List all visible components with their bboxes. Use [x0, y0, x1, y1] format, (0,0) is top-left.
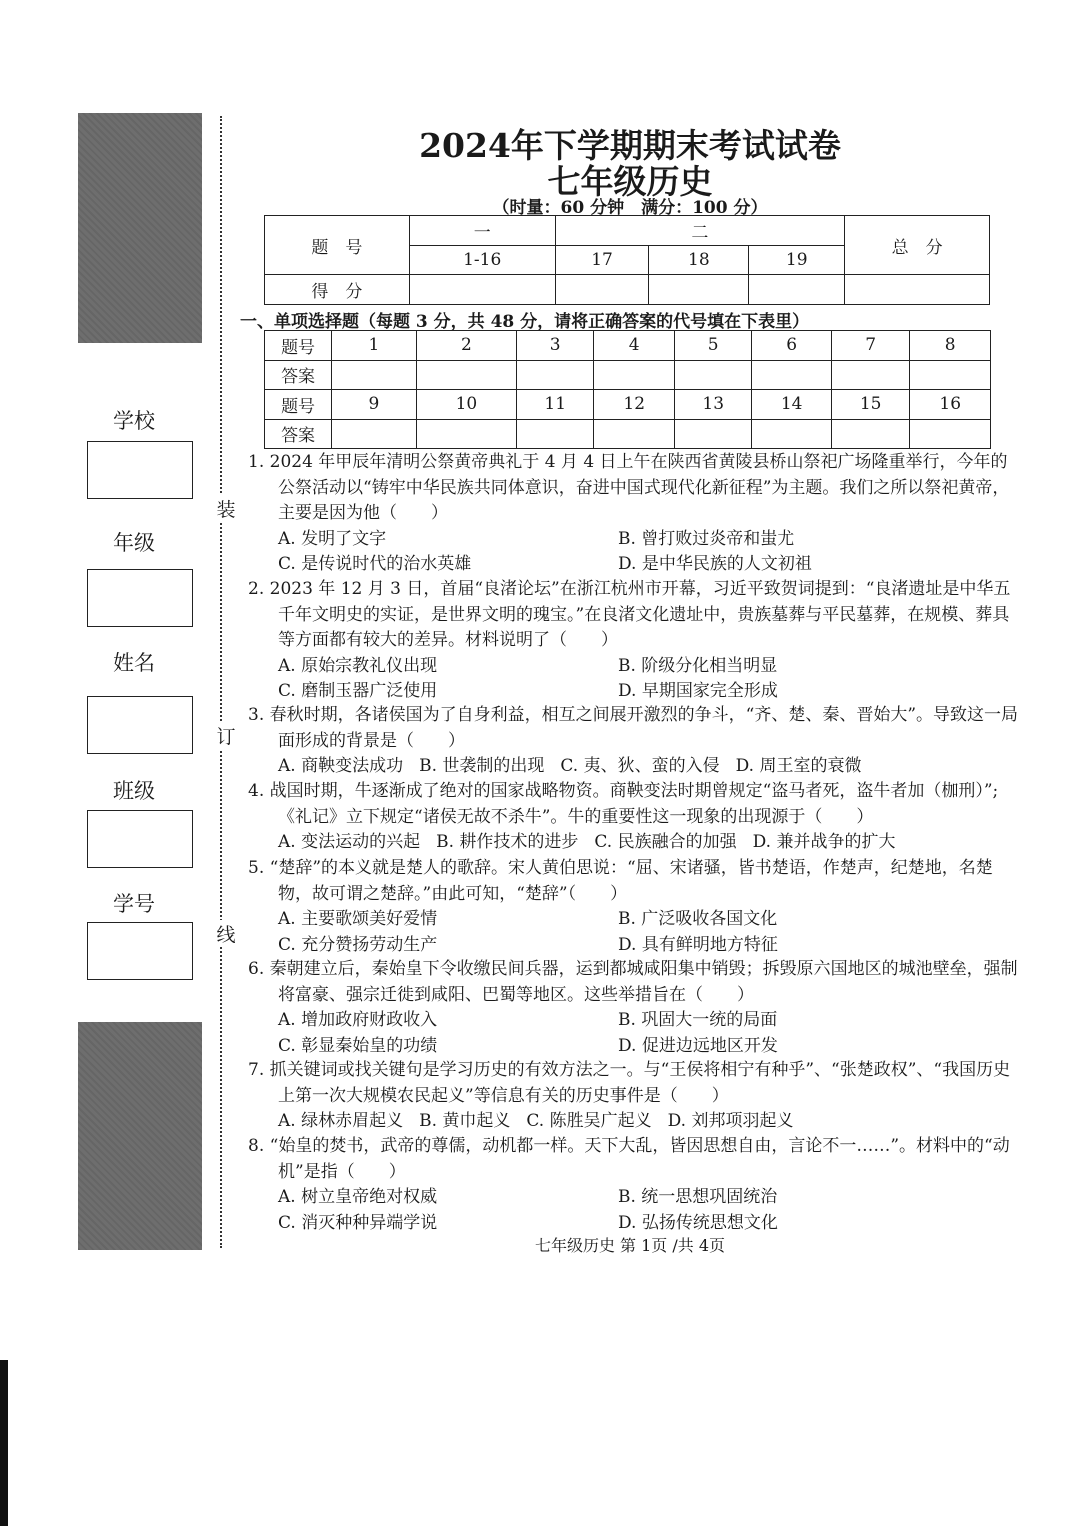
question-stem: 4. 战国时期，牛逐渐成了绝对的国家战略物资。商鞅变法时期曾规定“盗马者死，盗牛者加（枷刑）”;《礼记》立下规定“诸侯无故不杀牛”。牛的重要性这一现象的出现源于（ ） [248, 781, 999, 827]
question-3 [248, 703, 1018, 780]
option: D. 刘邦项羽起义 [667, 1111, 794, 1132]
option: A. 变法运动的兴起 [278, 832, 421, 853]
question-2 [248, 577, 1018, 705]
answer-cell[interactable] [910, 360, 991, 390]
answer-cell[interactable] [752, 419, 832, 449]
option: D. 周王室的衰微 [735, 756, 862, 777]
exam-meta: （时量：60 分钟 满分：100 分） [492, 198, 768, 218]
page-footer: 七年级历史 第 1页 /共 4页 [534, 1236, 726, 1255]
question-stem: 8. “始皇的焚书，武帝的尊儒，动机都一样。天下大乱，皆因思想自由，言论不一……”。材料中的“动机”是指（ ） [248, 1136, 1010, 1182]
answer-cell[interactable] [910, 419, 991, 449]
option: C. 陈胜吴广起义 [526, 1111, 652, 1132]
question-number: 8 [910, 331, 991, 361]
answer-cell[interactable] [332, 360, 417, 390]
exam-title: 2024年下学期期末考试试卷 [419, 126, 841, 165]
option: D. 具有鲜明地方特征 [618, 934, 778, 955]
score-table-num-label: 题 号 [265, 216, 410, 275]
question-stem: 7. 抓关键词或找关键句是学习历史的有效方法之一。与“王侯将相宁有种乎”、“张楚政权”、“我国历史上第一次大规模农民起义”等信息有关的历史事件是（ ） [248, 1060, 1011, 1106]
question-8 [248, 1134, 1018, 1236]
question-number: 4 [594, 331, 675, 361]
option: B. 阶级分化相当明显 [618, 655, 778, 676]
option: A. 绿林赤眉起义 [278, 1111, 404, 1132]
class-field[interactable] [87, 810, 193, 868]
option: D. 弘扬传统思想文化 [618, 1212, 778, 1233]
answer-cell[interactable] [416, 360, 516, 390]
question-stem: 5. “楚辞”的本义就是楚人的歌辞。宋人黄伯思说：“屈、宋诸骚，皆书楚语，作楚声，纪楚地，名楚物，故可谓之楚辞。”由此可知，“楚辞”（ ） [248, 858, 993, 904]
question-number: 12 [594, 390, 675, 420]
question-stem: 3. 春秋时期，各诸侯国为了自身利益，相互之间展开激烈的争斗，“齐、楚、秦、晋始大”。导致这一局面形成的背景是（ ） [248, 705, 1019, 751]
grade-label: 年级 [113, 531, 155, 555]
score-table-col: 17 [555, 246, 649, 275]
question-stem: 1. 2024 年甲辰年清明公祭黄帝典礼于 4 月 4 日上午在陕西省黄陵县桥山祭祀广场隆重举行，今年的公祭活动以“铸牢中华民族共同体意识，奋进中国式现代化新征程”为主题。我们之所以祭祀黄帝，主要是因为他（ ） [248, 452, 1010, 524]
option: B. 耕作技术的进步 [436, 832, 579, 853]
question-number: 16 [910, 390, 991, 420]
score-cell[interactable] [749, 275, 845, 305]
question-number: 11 [516, 390, 593, 420]
option: D. 促进边远地区开发 [618, 1035, 778, 1056]
option: C. 民族融合的加强 [594, 832, 737, 853]
question-number: 1 [332, 331, 417, 361]
grade-field[interactable] [87, 569, 193, 627]
score-table-total: 总 分 [845, 216, 990, 275]
option: C. 彰显秦始皇的功绩 [278, 1035, 438, 1056]
score-cell[interactable] [555, 275, 649, 305]
score-cell[interactable] [409, 275, 555, 305]
question-number: 9 [332, 390, 417, 420]
class-label: 班级 [113, 779, 155, 803]
answer-cell[interactable] [416, 419, 516, 449]
answer-cell[interactable] [594, 360, 675, 390]
option: D. 是中华民族的人文初祖 [618, 554, 812, 575]
question-stem: 6. 秦朝建立后，秦始皇下令收缴民间兵器，运到都城咸阳集中销毁；拆毁原六国地区的城池壁垒，强制将富豪、强宗迁徙到咸阳、巴蜀等地区。这些举措旨在（ ） [248, 959, 1018, 1005]
question-5 [248, 856, 1018, 958]
option: A. 增加政府财政收入 [278, 1010, 438, 1031]
question-number: 5 [674, 331, 751, 361]
option: A. 主要歌颂美好爱情 [278, 909, 438, 930]
answer-cell[interactable] [516, 419, 593, 449]
option: C. 是传说时代的治水英雄 [278, 554, 472, 575]
score-table-col: 19 [749, 246, 845, 275]
option: D. 兼并战争的扩大 [752, 832, 896, 853]
school-field[interactable] [87, 441, 193, 499]
question-number: 10 [416, 390, 516, 420]
score-table-section-two: 二 [555, 216, 845, 246]
option: C. 磨制玉器广泛使用 [278, 681, 438, 702]
binding-char-ding: 订 [213, 722, 239, 749]
binding-char-xian: 线 [213, 920, 239, 947]
option: A. 树立皇帝绝对权威 [278, 1187, 438, 1208]
section1-heading: 一、单项选择题（每题 3 分，共 48 分，请将正确答案的代号填在下表里） [240, 312, 810, 332]
option: B. 统一思想巩固统治 [618, 1187, 778, 1208]
question-number: 7 [831, 331, 909, 361]
score-table-col: 1-16 [409, 246, 555, 275]
question-number: 3 [516, 331, 593, 361]
score-table [264, 215, 990, 305]
binding-shade-bottom [78, 1022, 202, 1250]
answer-cell[interactable] [831, 419, 909, 449]
student-id-label: 学号 [113, 892, 155, 916]
score-table-score-label: 得 分 [265, 275, 410, 305]
question-1 [248, 450, 1018, 578]
question-6 [248, 957, 1018, 1059]
score-table-section-one: 一 [409, 216, 555, 246]
option: C. 夷、狄、蛮的入侵 [560, 756, 720, 777]
question-number: 14 [752, 390, 832, 420]
option: B. 广泛吸收各国文化 [618, 909, 778, 930]
option: C. 充分赞扬劳动生产 [278, 934, 438, 955]
question-number: 15 [831, 390, 909, 420]
question-number: 2 [416, 331, 516, 361]
binding-dotted-line [220, 116, 222, 1248]
name-label: 姓名 [113, 651, 155, 675]
option: D. 早期国家完全形成 [618, 681, 778, 702]
option: A. 原始宗教礼仪出现 [278, 655, 438, 676]
school-label: 学校 [113, 409, 155, 433]
score-table-col: 18 [649, 246, 749, 275]
option: A. 发明了文字 [278, 528, 387, 549]
name-field[interactable] [87, 696, 193, 754]
answer-cell[interactable] [594, 419, 675, 449]
answer-cell[interactable] [674, 419, 751, 449]
answer-cell[interactable] [831, 360, 909, 390]
option: B. 曾打败过炎帝和蚩尤 [618, 528, 795, 549]
score-cell[interactable] [649, 275, 749, 305]
option: B. 世袭制的出现 [419, 756, 545, 777]
question-7 [248, 1058, 1018, 1135]
answer-cell[interactable] [332, 419, 417, 449]
answer-cell[interactable] [674, 360, 751, 390]
binding-char-zhuang: 装 [213, 495, 239, 522]
exam-subtitle: 七年级历史 [547, 162, 713, 201]
answer-cell[interactable] [516, 360, 593, 390]
answer-cell[interactable] [752, 360, 832, 390]
scan-edge-shadow [0, 1360, 8, 1526]
answer-table-num-label: 题号 [265, 331, 332, 361]
question-stem: 2. 2023 年 12 月 3 日，首届“良渚论坛”在浙江杭州市开幕，习近平致贺词提到：“良渚遗址是中华五千年文明史的实证，是世界文明的瑰宝。”在良渚文化遗址中，贵族墓葬与平民墓葬，在规模、葬具等方面都有较大的差异。材料说明了（ ） [248, 579, 1011, 651]
option: C. 消灭种种异端学说 [278, 1212, 438, 1233]
answer-table [264, 330, 991, 449]
student-id-field[interactable] [87, 922, 193, 980]
question-number: 6 [752, 331, 832, 361]
answer-table-answer-label: 答案 [265, 419, 332, 449]
answer-table-answer-label: 答案 [265, 360, 332, 390]
binding-shade-top [78, 113, 202, 343]
option: A. 商鞅变法成功 [278, 756, 404, 777]
question-4 [248, 779, 1018, 856]
answer-table-num-label: 题号 [265, 390, 332, 420]
score-cell-total[interactable] [845, 275, 990, 305]
question-number: 13 [674, 390, 751, 420]
option: B. 巩固大一统的局面 [618, 1010, 778, 1031]
option: B. 黄巾起义 [419, 1111, 511, 1132]
